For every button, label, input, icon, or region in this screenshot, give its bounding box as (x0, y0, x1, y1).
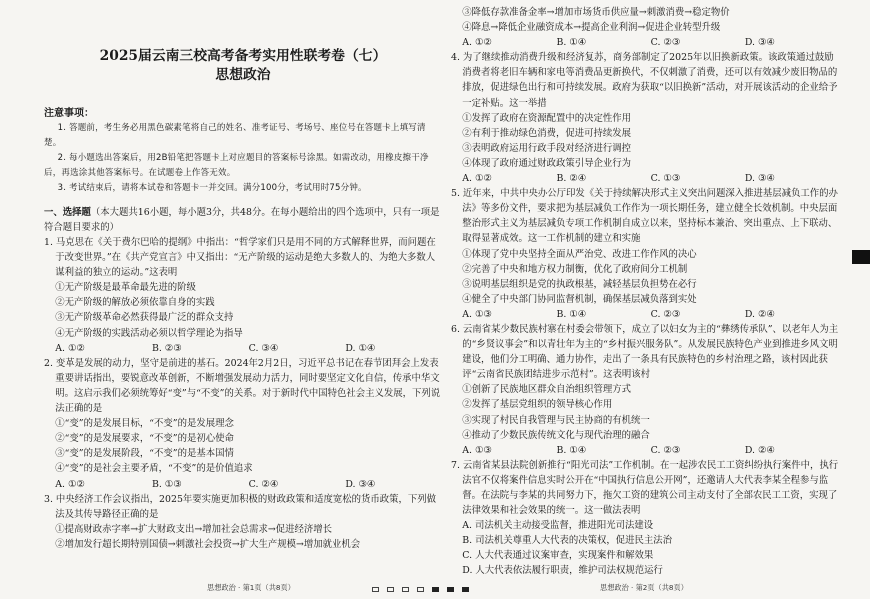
question-statement: ③说明基层组织是党的执政根基，减轻基层负担势在必行 (462, 278, 697, 290)
question-block (451, 50, 839, 186)
page-marker-box (447, 587, 454, 592)
left-page (44, 0, 442, 599)
question-statement: D. 人大代表依法履行职责，维护司法权规范运行 (462, 565, 663, 577)
answer-option: C. ③④ (248, 342, 279, 354)
question-statement: ②发挥了基层党组织的领导核心作用 (462, 399, 613, 411)
question-statement: ③实现了村民自我管理与民主协商的有机统一 (462, 414, 650, 426)
footer-page-right: 思想政治 · 第2页（共8页） (600, 583, 688, 592)
notice-heading: 注意事项： (44, 108, 94, 119)
question-stem: 6. 云南省某少数民族村寨在村委会带领下，成立了以妇女为主的“彝绣传承队”、以老年人为主的“乡贤议事会”和以青壮年为主的“乡村振兴服务队”。从发展民族特色产业到推进乡风文明建设，他们分工明确、通力协作，走出了一条具有民族特色的乡村治理之路，该村因此获评“云南省民族团结进步示范村”。这表明该村 (451, 323, 839, 381)
section-heading: 一、选择题 (44, 207, 91, 218)
question-statement: ③表明政府运用行政手段对经济进行调控 (462, 142, 632, 154)
answer-option: A. ①② (462, 173, 492, 185)
question-statement: ④降息→降低企业融资成本→提高企业利润→促进企业转型升级 (462, 22, 721, 34)
question-stem: 3. 中央经济工作会议指出，2025年要实施更加积极的财政政策和适度宽松的货币政策，下列做法及其传导路径正确的是 (44, 493, 437, 520)
page-marker-box (417, 587, 424, 592)
question-stem: 2. 变革是发展的动力，坚守是前进的基石。2024年2月2日，习近平总书记在春节团拜会上发表重要讲话指出，要锐意改革创新，不断增强发展动力活力，同时要坚定文化自信，传承中华文明。这启示我们必须统筹好“变”与“不变”的关系。对于新时代中国特色社会主义发展，下列说法正确的是 (44, 357, 441, 415)
page-marker-box (387, 587, 394, 592)
answer-option: C. ②③ (650, 308, 681, 320)
exam-title: 2025届云南三校高考备考实用性联考卷（七） (99, 48, 387, 64)
answer-option: D. ②④ (744, 308, 775, 320)
question-stem: 4. 为了继续推动消费升级和经济复苏，商务部制定了2025年以旧换新政策。该政策通过鼓励消费者将老旧车辆和家电等消费品更新换代，不仅刺激了消费，还可以有效减少废旧物品的排放，促进绿色出行和可持续发展。政府为获取“以旧换新”活动，对开展该活动的企业给予一定补贴。这一举措 (451, 52, 838, 109)
question-statement: ①发挥了政府在资源配置中的决定性作用 (462, 112, 632, 124)
question-list-right (451, 5, 839, 579)
question-list-left (44, 235, 442, 552)
question-statement: ③降低存款准备金率→增加市场货币供应量→刺激消费→稳定物价 (462, 7, 730, 18)
question-statement: ④体现了政府通过财政政策引导企业行为 (462, 157, 632, 169)
question-statement: ②增加发行超长期特别国债→刺激社会投资→扩大生产规模→增加就业机会 (55, 538, 361, 550)
answer-options (44, 477, 442, 492)
question-statement: ①提高财政赤字率→扩大财政支出→增加社会总需求→促进经济增长 (55, 523, 332, 535)
notice-item-1: 1. 答题前，考生务必用黑色碳素笔将自己的姓名、准考证号、考场号、座位号在答题卡上填写清楚。 (44, 123, 426, 148)
question-statement: ④推动了少数民族传统文化与现代治理的融合 (462, 429, 650, 441)
question-statement: ①“变”的是发展目标，“不变”的是发展理念 (55, 418, 234, 430)
answer-option: D. ③④ (744, 37, 775, 49)
answer-option: A. ①② (55, 478, 85, 490)
answer-option: C. ②④ (248, 478, 279, 490)
question-statement: ③“变”的是发展阶段，“不变”的是基本国情 (55, 448, 234, 460)
answer-option: A. ①② (55, 342, 85, 354)
page-marker-box (372, 587, 379, 592)
question-statement: ④健全了中央部门协同监督机制，确保基层减负落到实处 (462, 293, 697, 305)
question-statement: ①体现了党中央坚持全面从严治党、改进工作作风的决心 (462, 248, 697, 260)
answer-option: A. ①③ (462, 444, 492, 456)
question-statement: ②无产阶级的解放必须依靠自身的实践 (55, 297, 215, 309)
question-block (451, 322, 839, 458)
answer-option: B. ①④ (556, 37, 587, 49)
answer-option: B. ①④ (556, 444, 587, 456)
answer-option: C. ②③ (650, 444, 681, 456)
page-marker-boxes (372, 587, 469, 592)
question-block (44, 356, 442, 492)
question-block (451, 458, 839, 579)
side-tab-marker (852, 250, 870, 264)
question-statement: ①创新了民族地区群众自治组织管理方式 (462, 384, 632, 396)
answer-option: D. ③④ (744, 173, 775, 185)
question-stem: 5. 近年来，中共中央办公厅印发《关于持续解决形式主义突出问题深入推进基层减负工作的办法》等多份文件，要求把为基层减负工作作为一项长期任务，建立健全长效机制。中央层面整治形式主义为基层减负专项工作机制自成立以来，坚持标本兼治、突出重点、上下联动、取得显著成效。这一工作机制的建立和实施 (451, 188, 838, 245)
answer-option: D. ①④ (345, 342, 376, 354)
question-block (451, 5, 839, 50)
question-statement: B. 司法机关尊重人大代表的决策权，促进民主法治 (462, 535, 672, 547)
question-statement: ②有利于推动绿色消费，促进可持续发展 (462, 127, 632, 139)
answer-option: D. ②④ (744, 444, 775, 456)
answer-option: A. ①② (462, 37, 492, 49)
question-statement: A. 司法机关主动接受监督，推进阳光司法建设 (462, 520, 654, 532)
question-statement: ②“变”的是发展要求，“不变”的是初心使命 (55, 433, 234, 445)
question-block (44, 492, 442, 552)
answer-option: C. ①③ (650, 173, 681, 185)
answer-options (44, 341, 442, 356)
question-statement: ④无产阶级的实践活动必须以哲学理论为指导 (55, 327, 243, 339)
subject-title: 思想政治 (215, 67, 271, 83)
answer-option: B. ②③ (151, 342, 182, 354)
answer-option: A. ①③ (462, 308, 492, 320)
notice-item-3: 3. 考试结束后，请将本试卷和答题卡一并交回。满分100分，考试用时75分钟。 (57, 183, 367, 193)
question-statement: ②完善了中央和地方权力制衡，优化了政府间分工机制 (462, 263, 688, 275)
question-block (44, 235, 442, 356)
question-statement: ①无产阶级是最革命最先进的阶级 (55, 282, 196, 294)
page-marker-box (402, 587, 409, 592)
answer-option: B. ①③ (151, 478, 182, 490)
answer-option: B. ①④ (556, 308, 587, 320)
page-marker-box (432, 587, 439, 592)
answer-option: C. ②③ (650, 37, 681, 49)
right-page (451, 0, 839, 599)
page-marker-box (462, 587, 469, 592)
answer-options (451, 171, 839, 186)
section-header (44, 205, 442, 235)
notice-item-2: 2. 每小题选出答案后，用2B铅笔把答题卡上对应题目的答案标号涂黑。如需改动，用橡皮擦干净后，再选涂其他答案标号。在试题卷上作答无效。 (44, 153, 429, 178)
footer-page-left: 思想政治 · 第1页（共8页） (207, 583, 295, 592)
question-stem: 1. 马克思在《关于费尔巴哈的提纲》中指出：“哲学家们只是用不同的方式解释世界，而问题在于改变世界。”在《共产党宣言》中又指出：“无产阶级的运动是绝大多数人的、为绝大多数人谋利益的独立的运动。”这表明 (44, 237, 436, 279)
answer-option: B. ②④ (556, 173, 587, 185)
answer-options (451, 443, 839, 458)
question-block (451, 186, 839, 322)
answer-options (451, 307, 839, 322)
question-statement: ④“变”的是社会主要矛盾，“不变”的是价值追求 (55, 463, 253, 475)
answer-options (451, 35, 839, 50)
section-description: （本大题共16小题，每小题3分，共48分。在每小题给出的四个选项中，只有一项是符合题目要求的） (44, 207, 440, 233)
answer-option: D. ③④ (345, 478, 376, 490)
question-stem: 7. 云南省某县法院创新推行“阳光司法”工作机制。在一起涉农民工工资纠纷执行案件中，执行法官不仅将案件信息实时公开在“中国执行信息公开网”，还邀请人大代表李某全程参与监督。在法院与李某的共同努力下，拖欠工资的建筑公司主动支付了全部农民工工资，实现了法律效果和社会效果的统一。这一做法表明 (451, 459, 839, 517)
question-statement: C. 人大代表通过议案审查，实现案件和解效果 (462, 550, 654, 562)
question-statement: ③无产阶级革命必然获得最广泛的群众支持 (55, 312, 234, 324)
